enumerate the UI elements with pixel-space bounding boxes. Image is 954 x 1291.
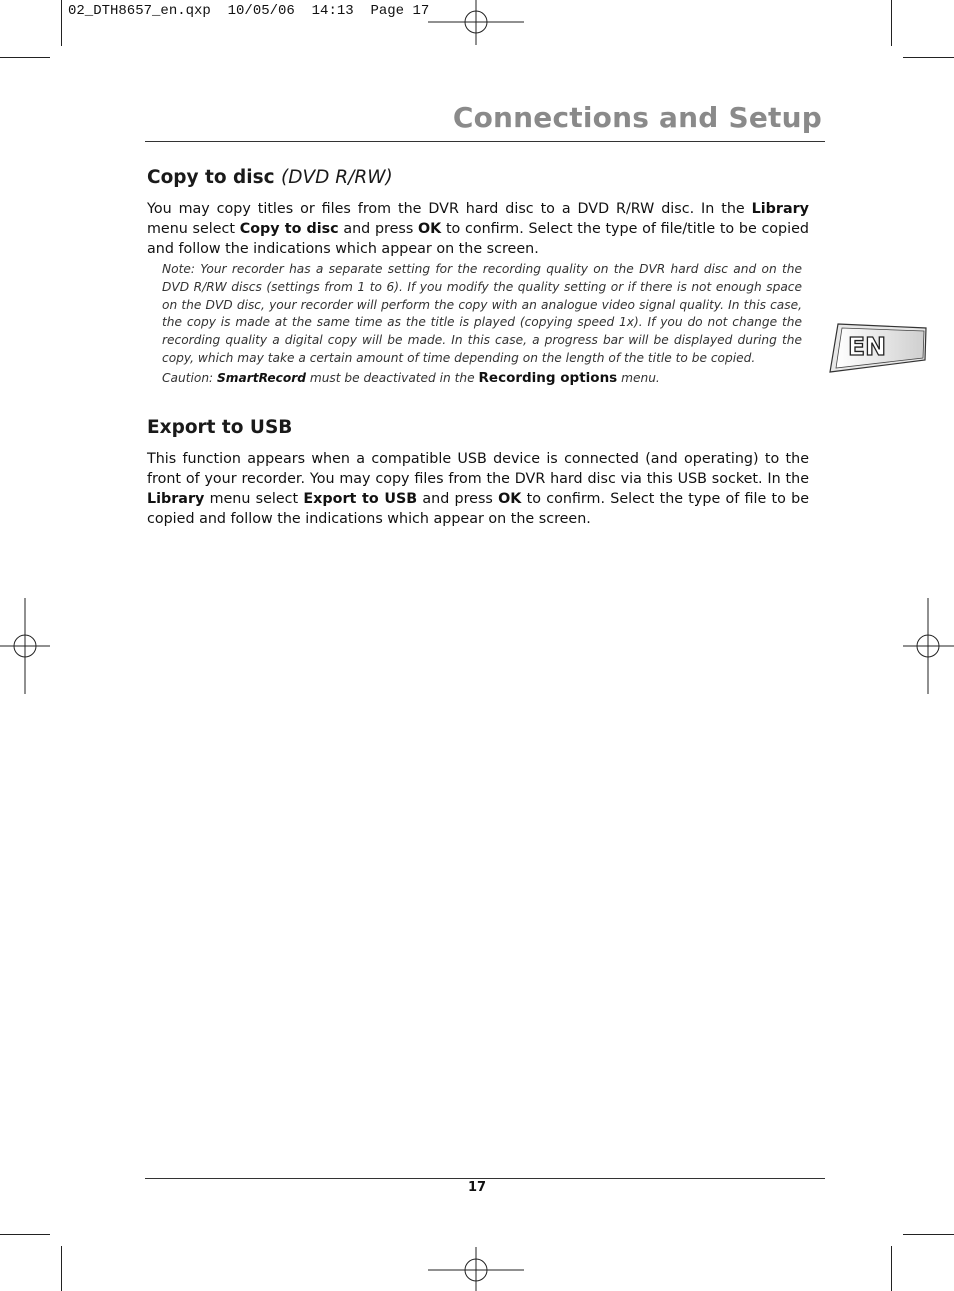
keyword-copy-to-disc: Copy to disc xyxy=(239,221,339,237)
keyword-recording-options: Recording options xyxy=(478,370,618,386)
footer-rule xyxy=(145,1178,825,1179)
keyword-library: Library xyxy=(147,491,205,507)
copy-caution xyxy=(162,370,660,386)
section-heading-export-to-usb: Export to USB xyxy=(147,417,293,438)
text-run: Caution: xyxy=(162,371,218,385)
keyword-ok: OK xyxy=(498,491,522,507)
badge-label: EN xyxy=(848,332,887,361)
page-number: 17 xyxy=(467,1180,487,1195)
text-run: This function appears when a compatible USB device is connected (and operating) to the front of your recorder. You may copy files from the DVR hard disc via this USB socket. In the xyxy=(147,451,809,487)
section-heading-copy-to-disc xyxy=(147,167,393,188)
keyword-export-to-usb: Export to USB xyxy=(303,491,418,507)
page-title: Connections and Setup xyxy=(452,101,822,134)
text-run: menu select xyxy=(204,491,304,507)
text-run: to confirm. Select the type of file to be copied and follow the indications which appear on the screen. xyxy=(147,491,810,527)
keyword-smartrecord: SmartRecord xyxy=(217,371,306,385)
text-run: menu select xyxy=(147,221,240,237)
text-run: and press xyxy=(338,221,418,237)
text-run: You may copy titles or files from the DVR hard disc to a DVD R/RW disc. In the xyxy=(147,201,752,217)
heading-subtitle: (DVD R/RW) xyxy=(281,167,393,188)
copy-note: Note: Your recorder has a separate setting for the recording quality on the DVR hard disc and on the DVD R/RW discs (settings from 1 to 6). If you modify the quality setting or if there is not enough space on the DVD disc, your recorder will perform the copy with an analogue video signal quality. In this case, the copy is made at the same time as the title is played (copying speed 1x). If you do not change the recording quality a digital copy will be made. In this case, a progress bar will be displayed during the copy, which may take a certain amount of time depending on the length of the title to be copied. xyxy=(162,262,802,365)
keyword-ok: OK xyxy=(418,221,442,237)
text-run: and press xyxy=(417,491,499,507)
text-run: menu. xyxy=(617,371,660,385)
language-tab-icon xyxy=(828,318,928,376)
text-run: must be deactivated in the xyxy=(305,371,479,385)
language-badge xyxy=(828,318,928,380)
print-slug: 02_DTH8657_en.qxp 10/05/06 14:13 Page 17 xyxy=(68,3,430,19)
keyword-library: Library xyxy=(751,201,809,217)
copy-paragraph xyxy=(147,199,809,259)
header-rule xyxy=(145,141,825,142)
usb-paragraph xyxy=(147,449,809,529)
text-run: to confirm. Select the type of file/title to be copied and follow the indications which appear on the screen. xyxy=(147,221,809,257)
heading-text: Copy to disc xyxy=(147,167,275,188)
